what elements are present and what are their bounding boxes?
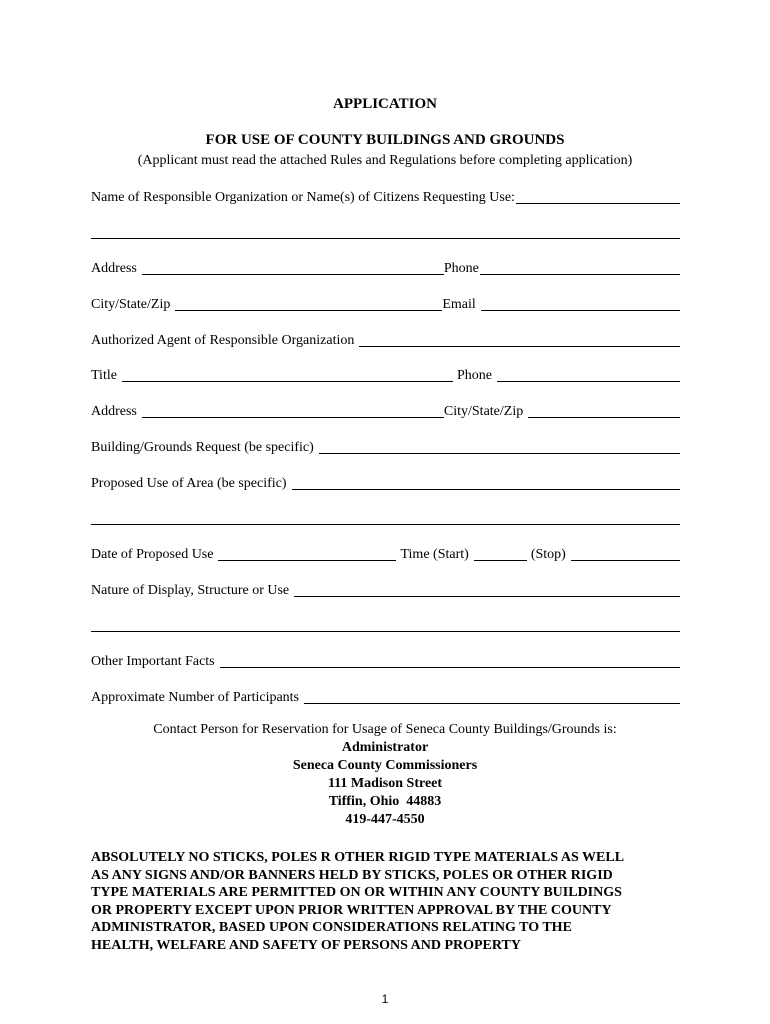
proposed-use-field-continued[interactable] [91, 510, 680, 525]
other-facts-row [91, 650, 680, 670]
nature-label: Nature of Display, Structure or Use [91, 583, 290, 598]
warning-line: HEALTH, WELFARE AND SAFETY OF PERSONS AND PROPERTY [91, 937, 521, 953]
city-state-zip-label: City/State/Zip [91, 297, 171, 312]
warning-line: ADMINISTRATOR, BASED UPON CONSIDERATIONS RELATING TO THE [91, 920, 572, 936]
time-stop-field[interactable] [571, 546, 680, 561]
agent-phone-field[interactable] [497, 367, 680, 382]
proposed-use-label: Proposed Use of Area (be specific) [91, 476, 287, 491]
agent-label: Authorized Agent of Responsible Organization [91, 333, 355, 348]
contact-office: Seneca County Commissioners [292, 758, 478, 773]
document-title: APPLICATION [333, 96, 437, 112]
proposed-use-field[interactable] [292, 475, 680, 490]
agent-address-field[interactable] [142, 403, 444, 418]
phone-field[interactable] [480, 260, 680, 275]
contact-phone: 419-447-4550 [345, 812, 425, 827]
contact-city: Tiffin, Ohio 44883 [328, 794, 442, 809]
date-time-row [91, 543, 680, 563]
document-instruction: (Applicant must read the attached Rules and Regulations before completing application) [137, 153, 633, 168]
agent-row [91, 329, 680, 349]
contact-title: Administrator [341, 740, 429, 755]
warning-line: ABSOLUTELY NO STICKS, POLES R OTHER RIGID TYPE MATERIALS AS WELL [91, 850, 625, 865]
agent-address-row [91, 400, 680, 420]
org-name-field-continued[interactable] [91, 224, 680, 239]
nature-field-continued[interactable] [91, 617, 680, 632]
time-start-field[interactable] [474, 546, 527, 561]
contact-intro: Contact Person for Reservation for Usage of Seneca County Buildings/Grounds is: [153, 722, 617, 737]
other-facts-field[interactable] [220, 653, 680, 668]
agent-title-label: Title [91, 368, 117, 383]
email-field[interactable] [481, 296, 680, 311]
address-row [91, 257, 680, 277]
warning-line: AS ANY SIGNS AND/OR BANNERS HELD BY STICKS, POLES OR OTHER RIGID [91, 867, 613, 883]
page-number: 1 [381, 992, 389, 1006]
participants-label: Approximate Number of Participants [91, 690, 300, 705]
agent-city-state-zip-label: City/State/Zip [443, 404, 524, 419]
time-start-label: Time (Start) [400, 547, 469, 562]
agent-phone-label: Phone [456, 368, 492, 383]
date-label: Date of Proposed Use [91, 547, 214, 562]
participants-row [91, 686, 680, 706]
time-stop-label: (Stop) [530, 547, 566, 562]
warning-notice [91, 849, 691, 955]
org-name-row [91, 186, 680, 206]
agent-address-label: Address [91, 404, 137, 419]
agent-city-state-zip-field[interactable] [528, 403, 680, 418]
address-label: Address [91, 261, 137, 276]
agent-title-row [91, 364, 680, 384]
email-label: Email [442, 297, 476, 312]
phone-label: Phone [443, 261, 479, 276]
participants-field[interactable] [304, 689, 680, 704]
building-request-field[interactable] [319, 439, 680, 454]
building-request-label: Building/Grounds Request (be specific) [91, 440, 314, 455]
warning-line: TYPE MATERIALS ARE PERMITTED ON OR WITHIN ANY COUNTY BUILDINGS [91, 885, 622, 901]
proposed-use-row [91, 472, 680, 492]
org-name-label: Name of Responsible Organization or Name(s) of Citizens Requesting Use: [91, 190, 515, 205]
nature-row [91, 579, 680, 599]
city-state-zip-row [91, 293, 680, 313]
building-request-row [91, 436, 680, 456]
org-name-field[interactable] [516, 189, 680, 204]
warning-line: OR PROPERTY EXCEPT UPON PRIOR WRITTEN APPROVAL BY THE COUNTY [91, 902, 612, 918]
agent-title-field[interactable] [122, 367, 453, 382]
other-facts-label: Other Important Facts [91, 654, 215, 669]
nature-field[interactable] [294, 582, 680, 597]
contact-street: 111 Madison Street [327, 776, 443, 791]
agent-field[interactable] [359, 332, 680, 347]
address-field[interactable] [142, 260, 444, 275]
date-field[interactable] [218, 546, 396, 561]
document-subtitle: FOR USE OF COUNTY BUILDINGS AND GROUNDS [205, 132, 565, 148]
city-state-zip-field[interactable] [175, 296, 442, 311]
